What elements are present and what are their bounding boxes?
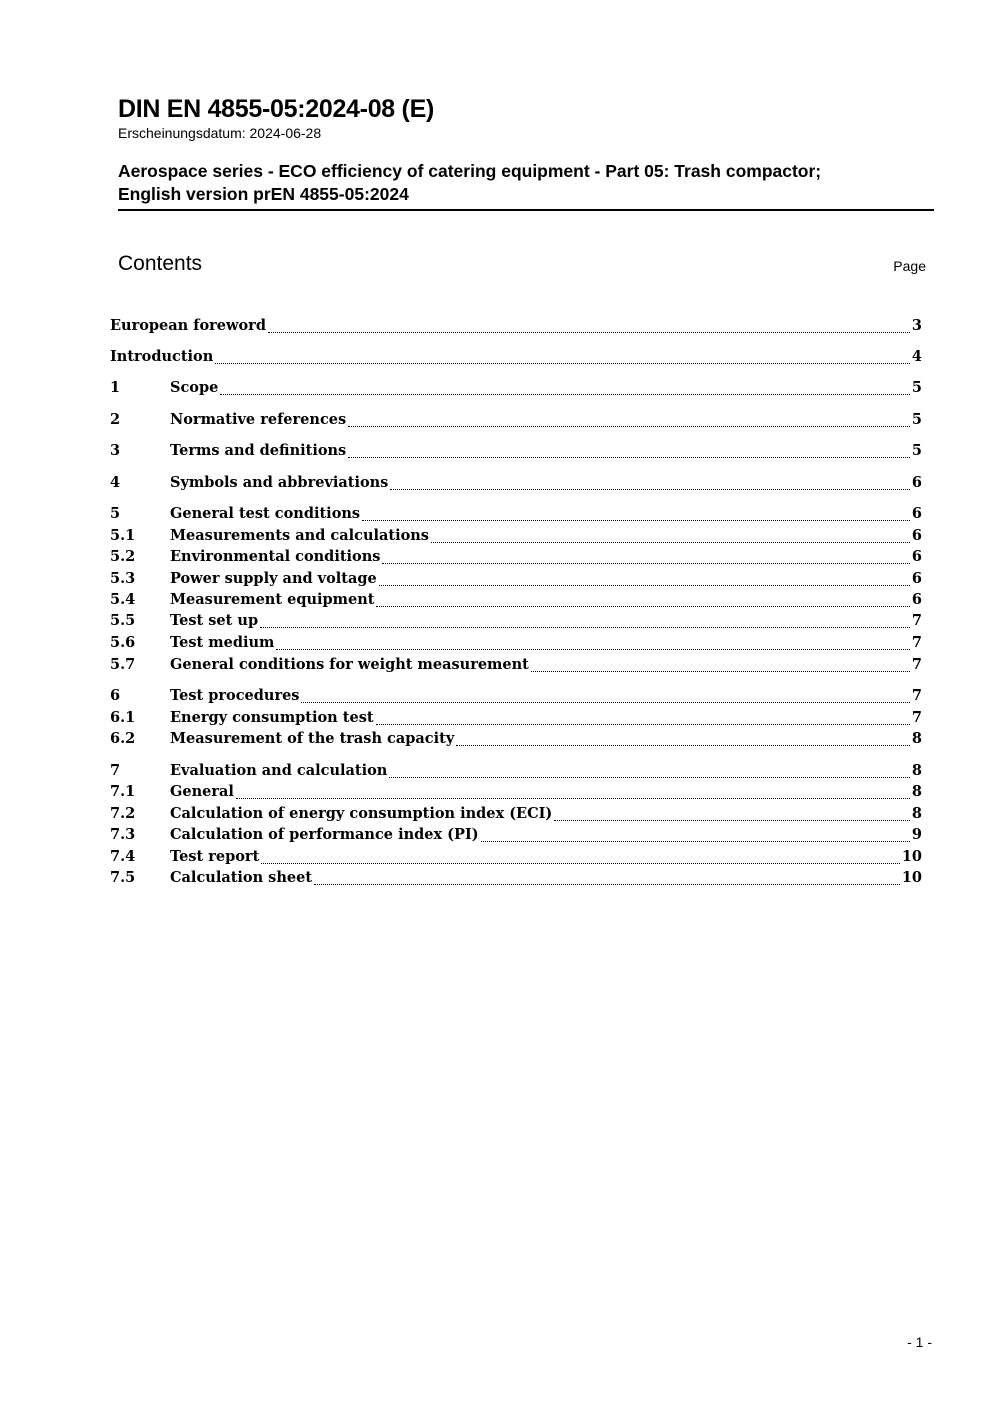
document-header <box>118 94 934 211</box>
toc-entry-title: Test procedures <box>170 687 300 704</box>
toc-entry-7-3[interactable] <box>110 824 922 846</box>
toc-entry-page: 8 <box>911 762 922 779</box>
toc-leader-dots <box>390 488 910 490</box>
toc-entry-number: 5.7 <box>110 656 136 673</box>
page-column-heading: Page <box>893 258 926 274</box>
toc-entry-page: 10 <box>901 848 922 865</box>
toc-entry-7-2[interactable] <box>110 803 922 825</box>
toc-leader-dots <box>481 840 910 842</box>
toc-entry-title: Calculation of energy consumption index (ECI) <box>170 805 553 822</box>
toc-entry-title: Introduction <box>110 348 214 365</box>
toc-entry-page: 8 <box>911 805 922 822</box>
toc-entry-6-1[interactable] <box>110 707 922 729</box>
toc-leader-dots <box>348 456 910 458</box>
toc-leader-dots <box>260 626 910 628</box>
toc-leader-dots <box>314 883 900 885</box>
toc-entry-number: 7.2 <box>110 805 136 822</box>
toc-entry-number: 5.6 <box>110 634 136 651</box>
toc-entry-title: General conditions for weight measurement <box>170 656 529 673</box>
toc-entry-5-2[interactable] <box>110 546 922 568</box>
toc-entry-page: 8 <box>911 730 922 747</box>
toc-entry-6[interactable] <box>110 685 922 707</box>
toc-entry-number: 4 <box>110 474 121 491</box>
toc-entry-page: 7 <box>911 709 922 726</box>
toc-entry-title: General <box>170 783 234 800</box>
toc-entry-page: 5 <box>911 442 922 459</box>
toc-entry-page: 8 <box>911 783 922 800</box>
toc-entry-page: 7 <box>911 612 922 629</box>
toc-entry-page: 4 <box>911 348 922 365</box>
toc-entry-title: Measurement of the trash capacity <box>170 730 455 747</box>
toc-leader-dots <box>456 744 910 746</box>
toc-entry-number: 5.2 <box>110 548 136 565</box>
toc-entry-number: 7 <box>110 762 121 779</box>
toc-entry-page: 7 <box>911 634 922 651</box>
toc-entry-european-foreword[interactable] <box>110 315 922 337</box>
toc-entry-5-1[interactable] <box>110 525 922 547</box>
toc-leader-dots <box>220 393 910 395</box>
toc-entry-page: 7 <box>911 687 922 704</box>
toc-entry-5[interactable] <box>110 503 922 525</box>
toc-leader-dots <box>261 862 900 864</box>
toc-entry-page: 6 <box>911 505 922 522</box>
toc-entry-title: Calculation sheet <box>170 869 313 886</box>
toc-entry-7-5[interactable] <box>110 867 922 889</box>
toc-entry-number: 7.4 <box>110 848 136 865</box>
toc-entry-number: 7.1 <box>110 783 136 800</box>
toc-entry-page: 3 <box>911 317 922 334</box>
toc-entry-number: 5 <box>110 505 121 522</box>
toc-entry-number: 7.5 <box>110 869 136 886</box>
toc-entry-5-3[interactable] <box>110 568 922 590</box>
toc-entry-title: Measurements and calculations <box>170 527 429 544</box>
toc-entry-number: 5.5 <box>110 612 136 629</box>
toc-leader-dots <box>431 541 910 543</box>
toc-entry-number: 6.1 <box>110 709 136 726</box>
toc-entry-title: Evaluation and calculation <box>170 762 388 779</box>
publication-date: Erscheinungsdatum: 2024-06-28 <box>118 125 322 141</box>
toc-entry-title: Terms and definitions <box>170 442 347 459</box>
toc-entry-number: 2 <box>110 411 121 428</box>
toc-entry-number: 5.1 <box>110 527 136 544</box>
toc-leader-dots <box>215 362 910 364</box>
toc-entry-5-7[interactable] <box>110 654 922 676</box>
toc-entry-page: 6 <box>911 591 922 608</box>
toc-leader-dots <box>389 776 910 778</box>
toc-leader-dots <box>379 584 910 586</box>
toc-leader-dots <box>301 701 909 703</box>
toc-entry-5-6[interactable] <box>110 632 922 654</box>
toc-entry-title: Symbols and abbreviations <box>170 474 389 491</box>
toc-entry-2[interactable] <box>110 409 922 431</box>
toc-entry-title: Measurement equipment <box>170 591 375 608</box>
toc-entry-introduction[interactable] <box>110 346 922 368</box>
toc-leader-dots <box>382 562 909 564</box>
toc-leader-dots <box>268 331 910 333</box>
toc-entry-title: Environmental conditions <box>170 548 381 565</box>
contents-heading: Contents <box>118 252 203 275</box>
toc-entry-title: Calculation of performance index (PI) <box>170 826 479 843</box>
toc-entry-title: Scope <box>170 379 219 396</box>
toc-entry-page: 6 <box>911 570 922 587</box>
toc-entry-title: Energy consumption test <box>170 709 374 726</box>
toc-entry-7[interactable] <box>110 760 922 782</box>
toc-entry-1[interactable] <box>110 377 922 399</box>
toc-entry-title: Test report <box>170 848 260 865</box>
toc-leader-dots <box>531 670 910 672</box>
toc-entry-5-5[interactable] <box>110 610 922 632</box>
toc-entry-5-4[interactable] <box>110 589 922 611</box>
page-number: - 1 - <box>907 1334 932 1350</box>
toc-entry-page: 6 <box>911 474 922 491</box>
toc-entry-page: 6 <box>911 548 922 565</box>
document-title <box>118 160 934 211</box>
toc-entry-page: 5 <box>911 379 922 396</box>
toc-entry-title: General test conditions <box>170 505 361 522</box>
toc-entry-4[interactable] <box>110 472 922 494</box>
toc-leader-dots <box>554 819 910 821</box>
toc-entry-page: 6 <box>911 527 922 544</box>
toc-entry-3[interactable] <box>110 440 922 462</box>
toc-entry-7-4[interactable] <box>110 846 922 868</box>
toc-leader-dots <box>362 519 910 521</box>
toc-entry-page: 7 <box>911 656 922 673</box>
toc-entry-title: Power supply and voltage <box>170 570 377 587</box>
toc-entry-page: 10 <box>901 869 922 886</box>
toc-entry-number: 5.4 <box>110 591 136 608</box>
toc-entry-number: 6 <box>110 687 121 704</box>
toc-entry-number: 5.3 <box>110 570 136 587</box>
toc-leader-dots <box>276 648 910 650</box>
toc-entry-number: 3 <box>110 442 121 459</box>
toc-entry-page: 5 <box>911 411 922 428</box>
toc-entry-page: 9 <box>911 826 922 843</box>
toc-entry-number: 7.3 <box>110 826 136 843</box>
toc-entry-title: European foreword <box>110 317 266 334</box>
toc-entry-title: Test set up <box>170 612 259 629</box>
toc-entry-title: Test medium <box>170 634 275 651</box>
toc-leader-dots <box>376 723 910 725</box>
document-title-line-1: Aerospace series - ECO efficiency of catering equipment - Part 05: Trash compactor; <box>118 161 822 181</box>
toc-entry-6-2[interactable] <box>110 728 922 750</box>
toc-entry-number: 1 <box>110 379 121 396</box>
toc-leader-dots <box>236 797 910 799</box>
toc-entry-number: 6.2 <box>110 730 136 747</box>
toc-entry-7-1[interactable] <box>110 781 922 803</box>
toc-entry-title: Normative references <box>170 411 347 428</box>
document-id: DIN EN 4855-05:2024-08 (E) <box>118 95 434 123</box>
toc-leader-dots <box>376 605 909 607</box>
document-title-line-2: English version prEN 4855-05:2024 <box>118 184 409 204</box>
toc-leader-dots <box>348 425 910 427</box>
